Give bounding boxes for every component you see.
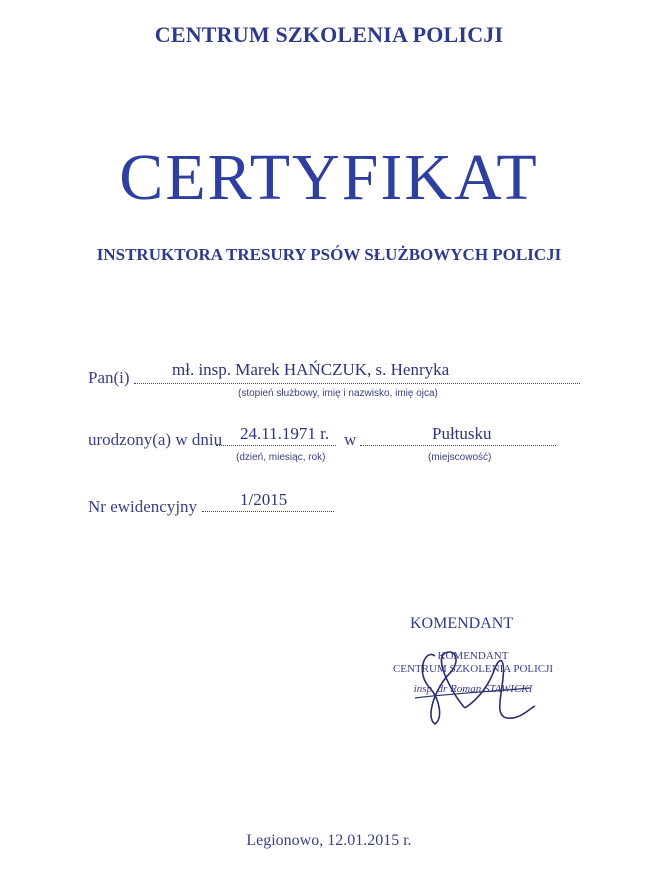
birth-date-value: 24.11.1971 r. xyxy=(240,424,330,443)
document-title: CERTYFIKAT xyxy=(119,141,539,214)
place-and-date: Legionowo, 12.01.2015 r. xyxy=(246,832,412,849)
stamp-line-1: KOMENDANT xyxy=(437,650,509,662)
person-label: Pan(i) xyxy=(88,368,130,387)
birth-place-value: Pułtusku xyxy=(432,424,492,443)
signatory-title: KOMENDANT xyxy=(410,615,514,632)
birth-place-prefix: w xyxy=(344,430,357,449)
person-hint: (stopień służbowy, imię i nazwisko, imię ojca) xyxy=(238,388,438,399)
person-value: mł. insp. Marek HAŃCZUK, s. Henryka xyxy=(172,360,450,379)
birth-date-hint: (dzień, miesiąc, rok) xyxy=(236,452,326,463)
organization-heading: CENTRUM SZKOLENIA POLICJI xyxy=(154,22,504,47)
stamp-line-3: insp. dr Roman STAWICKI xyxy=(413,683,533,695)
stamp-line-2: CENTRUM SZKOLENIA POLICJI xyxy=(392,663,554,675)
birth-place-hint: (miejscowość) xyxy=(428,452,492,463)
handwritten-signature xyxy=(395,628,545,728)
document-subtitle: INSTRUKTORA TRESURY PSÓW SŁUŻBOWYCH POLICJI xyxy=(96,245,562,264)
birth-label: urodzony(a) w dniu xyxy=(88,430,223,449)
registry-dotted-line xyxy=(202,511,334,512)
registry-label: Nr ewidencyjny xyxy=(88,497,198,516)
person-dotted-line xyxy=(134,383,580,384)
birth-place-dotted-line xyxy=(360,445,556,446)
registry-value: 1/2015 xyxy=(240,490,288,509)
birth-date-dotted-line xyxy=(216,445,336,446)
